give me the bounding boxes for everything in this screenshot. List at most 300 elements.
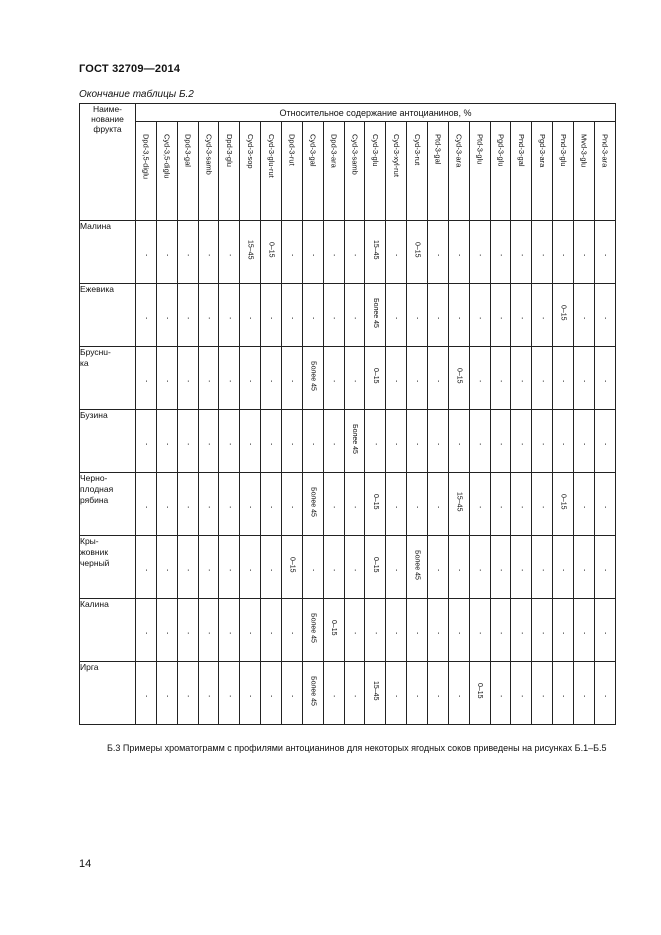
cell-value: -: [205, 631, 212, 634]
cell-value: -: [288, 379, 296, 382]
cell-value: -: [413, 505, 421, 508]
table-cell: [177, 410, 198, 473]
table-row: [80, 473, 616, 536]
table-cell: [448, 536, 469, 599]
cell-value: -: [163, 631, 171, 634]
table-cell: [511, 536, 532, 599]
cell-value: -: [163, 568, 171, 571]
table-cell: [240, 536, 261, 599]
cell-value: -: [330, 379, 338, 382]
table-cell: [282, 662, 303, 725]
cell-value: -: [267, 316, 275, 319]
column-header-label: Cyd-3,5-diglu: [162, 134, 172, 179]
cell-value: -: [497, 694, 505, 697]
table-cell: [532, 599, 553, 662]
table-cell: [574, 221, 595, 284]
table-cell: [282, 473, 303, 536]
table-cell: [386, 284, 407, 347]
table-cell: [448, 284, 469, 347]
cell-value: Более 45: [309, 360, 317, 391]
table-cell: [532, 410, 553, 473]
cell-value: -: [246, 316, 254, 319]
cell-value: -: [142, 379, 150, 382]
cell-value: -: [559, 253, 567, 256]
table-cell: [469, 221, 490, 284]
cell-value: -: [351, 253, 359, 256]
column-header: [282, 122, 303, 221]
table-cell: [365, 410, 386, 473]
table-cell: [594, 473, 615, 536]
cell-value: -: [580, 379, 588, 382]
cell-value: -: [497, 631, 505, 634]
column-header: [302, 122, 323, 221]
fruit-name: Малина: [80, 221, 136, 284]
table-cell: [344, 284, 365, 347]
cell-value: -: [476, 316, 484, 319]
column-header-label: Dpd-3-gal: [183, 134, 193, 167]
cell-value: -: [580, 442, 588, 445]
cell-value: -: [601, 694, 609, 697]
cell-value: -: [351, 379, 359, 382]
cell-value: -: [497, 442, 505, 445]
table-cell: [156, 410, 177, 473]
table-cell: [344, 599, 365, 662]
cell-value: -: [371, 442, 379, 445]
table-cell: [198, 347, 219, 410]
cell-value: -: [476, 631, 484, 634]
table-cell: [156, 599, 177, 662]
cell-value: -: [205, 253, 212, 256]
table-cell: [532, 473, 553, 536]
table-cell: [302, 473, 323, 536]
table-cell: [240, 347, 261, 410]
table-cell: [198, 284, 219, 347]
table-cell: [261, 221, 282, 284]
table-cell: [261, 410, 282, 473]
cell-value: -: [142, 568, 150, 571]
cell-value: -: [267, 379, 275, 382]
table-cell: [344, 473, 365, 536]
cell-value: -: [392, 316, 400, 319]
column-header-label: Cyd-3-samb: [350, 134, 360, 175]
table-row: [80, 536, 616, 599]
table-cell: [407, 473, 428, 536]
cell-value: 0–15: [330, 619, 338, 636]
table-cell: [323, 347, 344, 410]
cell-value: -: [267, 694, 275, 697]
table-row: [80, 410, 616, 473]
table-cell: [136, 347, 157, 410]
cell-value: -: [267, 631, 275, 634]
table-cell: [240, 599, 261, 662]
table-row: [80, 284, 616, 347]
table-cell: [198, 599, 219, 662]
table-cell: [386, 599, 407, 662]
cell-value: -: [246, 631, 254, 634]
fruit-name: Калина: [80, 599, 136, 662]
cell-value: -: [309, 316, 317, 319]
column-header: [469, 122, 490, 221]
group-header-row: [80, 104, 616, 122]
table-cell: [469, 473, 490, 536]
table-cell: [365, 536, 386, 599]
cell-value: -: [288, 253, 296, 256]
cell-value: -: [434, 505, 442, 508]
table-cell: [365, 284, 386, 347]
table-cell: [407, 221, 428, 284]
table-cell: [177, 599, 198, 662]
cell-value: -: [580, 631, 588, 634]
column-header: [386, 122, 407, 221]
table-cell: [302, 221, 323, 284]
table-row: [80, 221, 616, 284]
table-cell: [136, 473, 157, 536]
cell-value: -: [392, 568, 400, 571]
cell-value: -: [538, 253, 546, 256]
cell-value: -: [434, 442, 442, 445]
cell-value: -: [225, 631, 233, 634]
table-cell: [365, 347, 386, 410]
table-cell: [282, 536, 303, 599]
cell-value: -: [538, 316, 546, 319]
column-header-label: Cyd-3-sop: [245, 134, 255, 169]
cell-value: -: [288, 694, 296, 697]
cell-value: -: [392, 442, 400, 445]
cell-value: -: [517, 631, 525, 634]
cell-value: -: [288, 442, 296, 445]
cell-value: -: [580, 505, 588, 508]
cell-value: -: [163, 253, 171, 256]
table-cell: [136, 221, 157, 284]
footnote: Б.3 Примеры хроматограмм с профилями антоцианинов для некоторых ягодных соков приведены на рисунках Б.1–Б.5: [107, 743, 607, 753]
cell-value: -: [330, 568, 338, 571]
cell-value: -: [371, 631, 379, 634]
column-header: [532, 122, 553, 221]
table-cell: [198, 536, 219, 599]
cell-value: -: [184, 694, 192, 697]
table-cell: [261, 536, 282, 599]
cell-value: -: [163, 442, 171, 445]
table-cell: [490, 284, 511, 347]
cell-value: -: [205, 568, 212, 571]
column-header: [156, 122, 177, 221]
cell-value: -: [163, 505, 171, 508]
table-cell: [386, 536, 407, 599]
cell-value: -: [455, 316, 463, 319]
cell-value: -: [559, 442, 567, 445]
table-cell: [407, 662, 428, 725]
cell-value: -: [413, 442, 421, 445]
table-cell: [198, 662, 219, 725]
table-caption: Окончание таблицы Б.2: [79, 89, 194, 100]
cell-value: -: [517, 694, 525, 697]
cell-value: -: [267, 442, 275, 445]
cell-value: -: [476, 253, 484, 256]
cell-value: 0–15: [559, 493, 567, 510]
cell-value: -: [205, 379, 212, 382]
table-cell: [177, 473, 198, 536]
cell-value: -: [225, 442, 233, 445]
table-cell: [553, 599, 574, 662]
table-cell: [490, 662, 511, 725]
column-header: [219, 122, 240, 221]
table-cell: [198, 410, 219, 473]
cell-value: -: [142, 694, 150, 697]
cell-value: -: [559, 631, 567, 634]
cell-value: -: [309, 442, 317, 445]
column-header-label: Pgd-3-ara: [538, 134, 547, 168]
column-header-label: Cyd-3-gal: [308, 134, 318, 167]
table-cell: [448, 473, 469, 536]
table-cell: [574, 536, 595, 599]
cell-value: -: [142, 505, 150, 508]
table-cell: [386, 347, 407, 410]
table-cell: [594, 347, 615, 410]
table-cell: [198, 221, 219, 284]
table-cell: [448, 599, 469, 662]
table-cell: [594, 536, 615, 599]
cell-value: -: [392, 379, 400, 382]
cell-value: Более 45: [309, 612, 317, 643]
table-cell: [282, 599, 303, 662]
table-cell: [594, 662, 615, 725]
cell-value: -: [246, 442, 254, 445]
cell-value: Более 45: [371, 297, 379, 328]
cell-value: 0–15: [559, 304, 567, 321]
table-cell: [594, 599, 615, 662]
cell-value: 0–15: [455, 367, 463, 384]
cell-value: -: [309, 568, 317, 571]
table-cell: [323, 221, 344, 284]
fruit-name: Бруснu- ка: [80, 347, 136, 410]
table-cell: [490, 347, 511, 410]
table-cell: [240, 473, 261, 536]
column-header-label: Pnd-3-ara: [600, 134, 610, 168]
table-cell: [490, 410, 511, 473]
table-cell: [177, 221, 198, 284]
column-header: [344, 122, 365, 221]
cell-value: -: [184, 253, 192, 256]
table-cell: [407, 347, 428, 410]
table-cell: [302, 410, 323, 473]
table-cell: [511, 221, 532, 284]
table-cell: [448, 662, 469, 725]
cell-value: -: [225, 505, 233, 508]
group-header: Относительное содержание антоцианинов, %: [136, 104, 616, 122]
fruit-name: Ирга: [80, 662, 136, 725]
table-cell: [407, 536, 428, 599]
table-cell: [156, 473, 177, 536]
cell-value: -: [455, 442, 463, 445]
cell-value: -: [288, 631, 296, 634]
cell-value: -: [225, 568, 233, 571]
column-header-label: Cyd-3-glu: [371, 134, 381, 167]
table-cell: [344, 347, 365, 410]
cell-value: -: [413, 379, 421, 382]
table-cell: [428, 599, 449, 662]
cell-value: -: [142, 442, 150, 445]
column-header-label: Mvd-3-glu: [579, 134, 589, 168]
cell-value: -: [497, 568, 505, 571]
column-header: [553, 122, 574, 221]
cell-value: -: [392, 253, 400, 256]
cell-value: -: [517, 316, 525, 319]
cell-value: -: [142, 316, 150, 319]
column-header-label: Dpd-3-ara: [329, 134, 339, 168]
cell-value: -: [455, 694, 463, 697]
table-cell: [219, 347, 240, 410]
cell-value: -: [205, 442, 212, 445]
table-cell: [323, 536, 344, 599]
table-cell: [323, 473, 344, 536]
table-cell: [574, 473, 595, 536]
cell-value: -: [538, 505, 546, 508]
table-cell: [365, 662, 386, 725]
table-cell: [240, 284, 261, 347]
fruit-name: Кры- жовник черный: [80, 536, 136, 599]
cell-value: Более 45: [351, 423, 359, 454]
table-cell: [323, 410, 344, 473]
cell-value: -: [601, 379, 609, 382]
column-header-label: Pnd-3-glu: [558, 134, 568, 167]
column-header-label: Dpd-3,5-diglu: [141, 134, 151, 180]
cell-value: -: [225, 253, 233, 256]
table-cell: [282, 221, 303, 284]
cell-value: 0–15: [371, 367, 379, 384]
table-cell: [574, 284, 595, 347]
cell-value: -: [413, 694, 421, 697]
table-cell: [240, 221, 261, 284]
table-cell: [386, 473, 407, 536]
cell-value: -: [330, 253, 338, 256]
table-cell: [490, 599, 511, 662]
table-cell: [407, 599, 428, 662]
table-cell: [219, 221, 240, 284]
table-cell: [428, 410, 449, 473]
table-cell: [428, 536, 449, 599]
table-cell: [240, 410, 261, 473]
column-header-label: Dpd-3-rut: [287, 134, 297, 166]
cell-value: -: [184, 379, 192, 382]
column-header-label: Cyd-3-rut: [412, 134, 422, 166]
column-header: [198, 122, 219, 221]
cell-value: -: [392, 631, 400, 634]
column-header-label: Cyd-3-samb: [204, 134, 214, 175]
cell-value: -: [580, 694, 588, 697]
table-cell: [302, 347, 323, 410]
table-cell: [490, 221, 511, 284]
table-cell: [532, 347, 553, 410]
column-header: [490, 122, 511, 221]
cell-value: -: [330, 505, 338, 508]
column-header-label: Pnd-3-gal: [517, 134, 527, 167]
table-cell: [532, 221, 553, 284]
table-cell: [490, 473, 511, 536]
cell-value: -: [434, 316, 442, 319]
cell-value: -: [225, 316, 233, 319]
fruit-name: Бузина: [80, 410, 136, 473]
cell-value: -: [517, 568, 525, 571]
table-cell: [323, 599, 344, 662]
cell-value: -: [434, 379, 442, 382]
table-cell: [594, 410, 615, 473]
cell-value: 0–15: [371, 493, 379, 510]
fruit-name: Ежевика: [80, 284, 136, 347]
table-cell: [156, 662, 177, 725]
table-cell: [511, 662, 532, 725]
table-cell: [302, 536, 323, 599]
cell-value: Более 45: [413, 549, 421, 580]
table-cell: [177, 284, 198, 347]
cell-value: -: [476, 568, 484, 571]
table-cell: [282, 284, 303, 347]
cell-value: -: [184, 505, 192, 508]
cell-value: -: [580, 316, 588, 319]
table-cell: [323, 662, 344, 725]
column-header: [323, 122, 344, 221]
cell-value: 15–45: [246, 239, 254, 260]
cell-value: -: [330, 694, 338, 697]
cell-value: -: [601, 631, 609, 634]
fruit-name: Черно- плодная рябина: [80, 473, 136, 536]
cell-value: -: [476, 442, 484, 445]
table-cell: [177, 347, 198, 410]
table-cell: [428, 221, 449, 284]
table-row: [80, 347, 616, 410]
table-cell: [365, 221, 386, 284]
column-header-label: Ptd-3-gal: [433, 134, 443, 165]
table-cell: [553, 347, 574, 410]
table-cell: [136, 662, 157, 725]
cell-value: -: [163, 379, 171, 382]
table-cell: [407, 410, 428, 473]
cell-value: -: [267, 568, 275, 571]
table-cell: [302, 662, 323, 725]
table-cell: [261, 284, 282, 347]
cell-value: -: [559, 379, 567, 382]
table-cell: [136, 284, 157, 347]
cell-value: Более 45: [309, 675, 317, 706]
table-cell: [532, 536, 553, 599]
cell-value: -: [559, 568, 567, 571]
table-cell: [574, 347, 595, 410]
cell-value: -: [225, 379, 233, 382]
cell-value: 15–45: [371, 680, 379, 701]
table-body: [80, 221, 616, 725]
cell-value: -: [601, 505, 609, 508]
table-cell: [574, 662, 595, 725]
table-cell: [448, 347, 469, 410]
table-cell: [386, 221, 407, 284]
column-header-label: Pgd-3-glu: [496, 134, 506, 167]
column-header-label: Cyd-3-xyl-rut: [391, 134, 401, 177]
cell-value: -: [351, 505, 359, 508]
table-cell: [407, 284, 428, 347]
cell-value: -: [601, 568, 609, 571]
cell-value: -: [330, 442, 338, 445]
table-cell: [553, 473, 574, 536]
cell-value: -: [434, 253, 442, 256]
table-cell: [240, 662, 261, 725]
table-cell: [365, 473, 386, 536]
cell-value: -: [142, 253, 150, 256]
table-cell: [511, 410, 532, 473]
cell-value: 15–45: [455, 491, 463, 512]
column-header: [407, 122, 428, 221]
table-cell: [156, 221, 177, 284]
cell-value: -: [351, 568, 359, 571]
cell-value: -: [538, 379, 546, 382]
